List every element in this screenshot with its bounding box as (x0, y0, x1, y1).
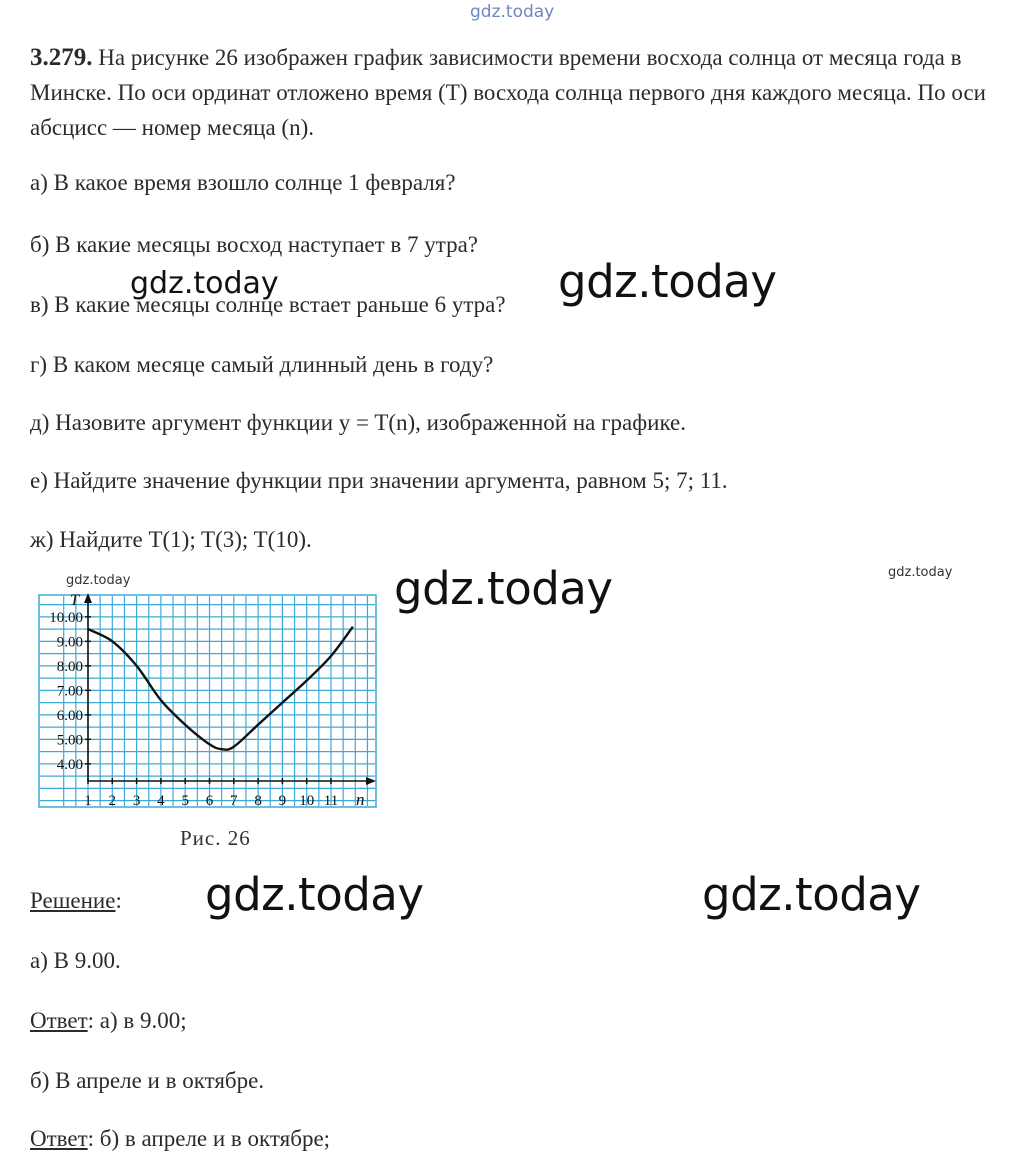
answer-a-text: : а) в 9.00; (87, 1008, 187, 1033)
problem-statement (30, 40, 1005, 145)
watermark-6: gdz.today (205, 868, 424, 921)
sunrise-chart (30, 585, 380, 817)
chart-frame (39, 595, 376, 807)
watermark-5: gdz.today (888, 565, 953, 580)
question-v: в) В какие месяцы солнце встает раньше 6 утра? (30, 292, 506, 317)
answer-a-label: Ответ (30, 1008, 88, 1033)
x-tick-label: 2 (108, 793, 117, 809)
watermark-4: gdz.today (66, 573, 131, 588)
answer-a-line (30, 1008, 187, 1034)
figure-caption: Рис. 26 (180, 826, 251, 850)
x-tick-label: 7 (230, 793, 238, 809)
solution-b: б) В апреле и в октябре. (30, 1068, 265, 1093)
question-zh: ж) Найдите T(1); T(3); T(10). (30, 527, 312, 552)
problem-number: 3.279. (30, 44, 93, 71)
question-a: а) В какое время взошло солнце 1 февраля? (30, 170, 456, 195)
solution-heading-line: Решение: (30, 888, 122, 913)
question-g: г) В каком месяце самый длинный день в году? (30, 352, 494, 377)
x-tick-label: 5 (181, 793, 189, 809)
problem-text: На рисунке 26 изображен график зависимости времени восхода солнца от месяца года в Минске. По оси ординат отложено время (Т) восхода солнца первого дня каждого месяца. По оси абсцисс — номер месяца (n). (30, 45, 986, 140)
watermark-7: gdz.today (702, 868, 921, 921)
watermark-3: gdz.today (394, 562, 613, 615)
y-tick-label: 4.00 (56, 756, 83, 773)
question-b: б) В какие месяцы восход наступает в 7 утра? (30, 232, 479, 257)
watermark-2: gdz.today (558, 255, 777, 308)
watermark-top: gdz.today (470, 2, 555, 22)
watermark-1: gdz.today (130, 266, 279, 301)
question-d: д) Назовите аргумент функции y = T(n), изображенной на графике. (30, 410, 687, 435)
answer-b-text: : б) в апреле и в октябре; (87, 1126, 331, 1151)
answer-b-line (30, 1126, 330, 1152)
x-tick-label: 10 (299, 793, 315, 809)
x-tick-label: 9 (278, 793, 287, 809)
y-tick-label: 5.00 (56, 732, 83, 749)
y-tick-label: 8.00 (56, 658, 83, 675)
y-tick-label: 6.00 (56, 707, 83, 724)
x-tick-label: 4 (157, 793, 165, 809)
x-tick-label: 8 (254, 793, 262, 809)
answer-b-label: Ответ (30, 1126, 88, 1151)
y-tick-label: 9.00 (56, 634, 83, 651)
solution-a: а) В 9.00. (30, 948, 121, 973)
x-tick-label: 3 (132, 793, 141, 809)
y-tick-label: 10.00 (49, 609, 83, 626)
y-tick-label: 7.00 (56, 683, 83, 700)
x-tick-label: 1 (84, 793, 92, 809)
x-tick-label: 11 (323, 793, 339, 809)
x-axis-label: n (356, 790, 365, 809)
question-e: е) Найдите значение функции при значении аргумента, равном 5; 7; 11. (30, 468, 728, 493)
x-tick-label: 6 (205, 793, 214, 809)
y-axis-label: T (70, 592, 79, 609)
solution-heading: Решение (30, 888, 116, 913)
